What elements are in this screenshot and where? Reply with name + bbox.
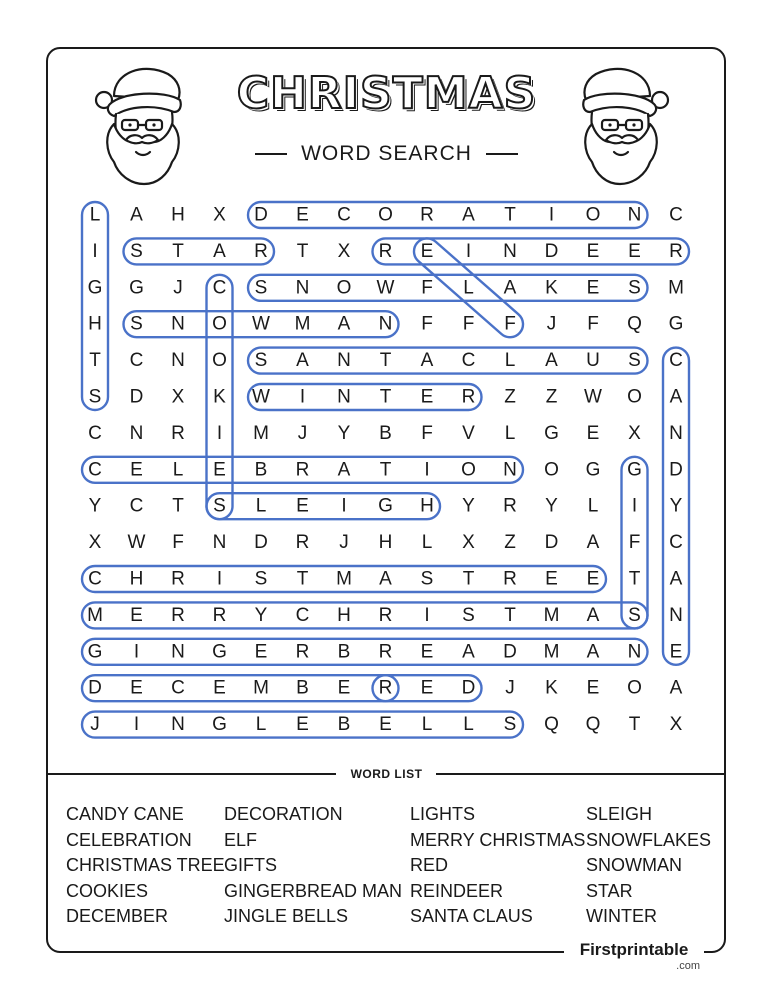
word-list-item: LIGHTS [410,804,476,824]
grid-letter[interactable]: G [668,313,684,335]
grid-letter[interactable]: E [628,240,641,262]
grid-letter[interactable]: O [627,386,642,408]
word-list-title-wrap [0,765,773,783]
grid-letter[interactable]: D [129,386,144,408]
grid-letter[interactable]: N [503,240,517,262]
grid-letter[interactable]: T [172,495,184,517]
grid-letter[interactable]: S [628,604,641,626]
grid-letter[interactable]: C [669,350,683,372]
grid-letter[interactable]: R [378,641,393,663]
grid-letter[interactable]: F [421,422,433,444]
found-word-highlight [207,493,441,519]
grid-letter[interactable]: N [337,386,351,408]
grid-letter[interactable]: S [254,277,268,299]
grid-letter[interactable]: J [297,422,308,444]
grid-letter[interactable]: F [504,313,516,335]
grid-letter[interactable]: X [213,204,226,226]
found-word-highlight [248,384,482,410]
grid-letter[interactable]: R [295,641,310,663]
word-list-item: CHRISTMAS TREE [66,855,225,876]
grid-letter[interactable]: I [631,495,638,517]
grid-letter[interactable]: G [627,459,642,481]
grid-letter[interactable]: N [503,459,517,481]
grid-letter[interactable]: R [378,240,393,262]
word-list-title: WORD LIST [345,767,429,781]
grid-letter[interactable]: N [171,714,185,736]
word-list-column [586,802,711,930]
grid-letter[interactable]: X [669,714,683,736]
grid-letter[interactable]: I [92,240,98,262]
grid-letter[interactable]: E [379,714,392,736]
grid-letter[interactable]: M [253,677,269,699]
grid-letter[interactable]: D [254,532,268,554]
grid-letter[interactable]: T [379,386,392,408]
grid-letter[interactable]: Y [669,495,683,517]
grid-letter[interactable]: Z [504,386,516,408]
grid-letter[interactable]: I [216,568,223,590]
grid-letter[interactable]: J [339,532,349,554]
grid-letter[interactable]: X [88,532,102,554]
grid-letter[interactable]: K [545,677,558,699]
grid-letter[interactable]: C [129,495,144,517]
page-subtitle: WORD SEARCH [301,142,472,165]
grid-letter[interactable]: R [503,568,517,590]
grid-letter[interactable]: O [212,350,227,372]
grid-letter[interactable]: B [337,641,351,663]
brand-name: Firstprintable [579,940,689,959]
grid-letter[interactable]: Y [88,495,102,517]
grid-letter[interactable]: C [669,204,683,226]
grid-letter[interactable]: C [88,568,102,590]
grid-letter[interactable]: V [462,422,475,444]
word-list-item: SLEIGH [586,804,653,824]
grid-letter[interactable]: D [503,641,517,663]
grid-letter[interactable]: A [130,204,143,226]
grid-letter[interactable]: L [463,277,474,299]
grid-letter[interactable]: R [295,459,310,481]
grid-letter[interactable]: E [213,677,226,699]
word-list-item: JINGLE BELLS [224,906,349,927]
found-word-highlight [82,202,108,410]
grid-letter[interactable]: R [378,604,393,626]
grid-letter[interactable]: O [212,313,227,335]
grid-letter[interactable]: A [296,350,309,372]
grid-letter[interactable]: E [420,677,434,699]
grid-letter[interactable]: I [424,459,430,481]
grid-letter[interactable]: H [171,204,185,226]
grid-letter[interactable]: W [127,532,146,554]
grid-letter[interactable]: O [544,459,559,481]
grid-letter[interactable]: H [378,532,393,554]
grid-letter[interactable]: A [669,568,683,590]
grid-letter[interactable]: C [129,350,144,372]
grid-letter[interactable]: I [133,641,140,663]
grid-letter[interactable]: N [669,422,683,444]
grid-letter[interactable]: N [171,313,185,335]
grid-letter[interactable]: N [171,641,185,663]
grid-letter[interactable]: N [171,350,185,372]
grid-letter[interactable]: C [171,677,185,699]
grid-letter[interactable]: A [462,641,475,663]
grid-letter[interactable]: N [129,422,144,444]
grid-letter[interactable]: M [253,422,269,444]
grid-letter[interactable]: B [337,714,351,736]
grid-letter[interactable]: S [130,313,143,335]
grid-letter[interactable]: A [462,204,475,226]
grid-letter[interactable]: E [669,641,683,663]
grid-letter[interactable]: R [503,495,517,517]
grid-letter[interactable]: M [543,641,560,663]
grid-letter[interactable]: E [296,495,309,517]
grid-letter[interactable]: R [171,568,185,590]
grid-letter[interactable]: E [586,568,600,590]
grid-letter[interactable]: M [87,604,103,626]
page-title: CHRISTMAS [236,68,537,119]
grid-letter[interactable]: G [544,422,559,444]
word-list [66,802,726,932]
grid-letter[interactable]: G [212,714,227,736]
grid-letter[interactable]: O [585,204,601,226]
word-list-item: RED [410,855,449,876]
word-list-item: CELEBRATION [66,829,192,850]
word-list-item: WINTER [586,906,657,927]
grid-letter[interactable]: T [172,240,184,262]
grid-letter[interactable]: E [130,459,143,481]
grid-letter[interactable]: M [668,277,684,299]
grid-letter[interactable]: T [504,204,516,226]
grid-letter[interactable]: N [627,641,642,663]
grid-letter[interactable]: D [544,240,559,262]
grid-letter[interactable]: E [586,422,600,444]
grid-letter[interactable]: E [254,641,268,663]
grid-letter[interactable]: C [88,459,102,481]
brand-logo [564,940,704,976]
grid-letter[interactable]: N [295,277,310,299]
grid-letter[interactable]: S [130,240,143,262]
grid-letter[interactable]: X [462,532,475,554]
grid-letter[interactable]: L [463,714,474,736]
grid-letter[interactable]: T [296,240,309,262]
grid-letter[interactable]: L [89,204,101,226]
word-list-item: DECORATION [224,804,343,824]
grid-letter[interactable]: T [504,604,516,626]
grid-letter[interactable]: S [420,568,434,590]
grid-letter[interactable]: Q [544,714,559,736]
grid-letter[interactable]: G [585,459,601,481]
grid-letter[interactable]: K [545,277,558,299]
grid-letter[interactable]: S [254,350,268,372]
grid-letter[interactable]: E [296,204,309,226]
grid-letter[interactable]: R [171,422,185,444]
word-list-item: SNOWMAN [586,855,682,876]
grid-letter[interactable]: S [462,604,475,626]
grid-letter[interactable]: X [628,422,641,444]
grid-letter[interactable]: A [420,350,434,372]
grid-letter[interactable]: A [337,459,351,481]
word-list-column [66,802,225,930]
grid-letter[interactable]: H [337,604,351,626]
grid-letter[interactable]: J [90,714,100,736]
grid-letter[interactable]: L [421,714,433,736]
grid-letter[interactable]: E [420,240,434,262]
grid-letter[interactable]: E [420,386,434,408]
grid-letter[interactable]: O [461,459,476,481]
grid-letter[interactable]: E [586,677,600,699]
word-list-item: COOKIES [66,880,149,901]
grid-letter[interactable]: C [337,204,351,226]
grid-letter[interactable]: A [337,313,351,335]
grid-letter[interactable]: F [462,313,475,335]
grid-letter[interactable]: E [586,240,600,262]
brand-tld: .com [676,960,700,972]
word-list-item: GIFTS [224,855,277,876]
grid-letter[interactable]: C [669,532,683,554]
grid-letter[interactable]: A [586,532,600,554]
grid-letter[interactable]: J [173,277,183,299]
grid-letter[interactable]: D [669,459,683,481]
word-list-item: SNOWFLAKES [586,829,712,850]
grid-letter[interactable]: H [129,568,144,590]
grid-letter[interactable]: R [378,677,393,699]
grid-letter[interactable]: L [421,532,433,554]
word-list-item: SANTA CLAUS [410,906,533,927]
grid-letter[interactable]: T [628,568,641,590]
grid-letter[interactable]: E [337,677,351,699]
grid-letter[interactable]: Q [585,714,601,736]
grid-letter[interactable]: W [376,277,395,299]
grid-letter[interactable]: F [421,313,433,335]
grid-letter[interactable]: T [296,568,309,590]
grid-letter[interactable]: T [379,350,392,372]
grid-letter[interactable]: S [628,277,641,299]
grid-letter[interactable]: I [133,714,140,736]
grid-letter[interactable]: A [379,568,392,590]
grid-letter[interactable]: N [378,313,393,335]
grid-letter[interactable]: B [254,459,268,481]
grid-letter[interactable]: D [254,204,268,226]
grid-letter[interactable]: D [461,677,476,699]
grid-letter[interactable]: R [212,604,227,626]
grid-letter[interactable]: E [296,714,309,736]
grid-letter[interactable]: A [503,277,517,299]
letter-layer [87,205,684,736]
grid-letter[interactable]: R [669,240,683,262]
grid-letter[interactable]: G [212,641,227,663]
word-list-item: GINGERBREAD MAN [224,880,403,901]
grid-letter[interactable]: N [669,604,683,626]
grid-letter[interactable]: C [212,277,227,299]
grid-letter[interactable]: W [252,386,270,408]
grid-letter[interactable]: F [628,532,641,554]
word-list-column [224,802,402,930]
grid-letter[interactable]: O [378,204,393,226]
found-word-highlight [82,639,648,665]
grid-letter[interactable]: S [213,495,226,517]
grid-letter[interactable]: R [171,604,185,626]
grid-letter[interactable]: L [504,422,516,444]
grid-letter[interactable]: H [88,313,102,335]
grid-letter[interactable]: I [216,422,223,444]
grid-letter[interactable]: Q [627,313,642,335]
grid-letter[interactable]: F [172,532,184,554]
grid-letter[interactable]: N [627,204,642,226]
word-list-column [410,802,585,930]
found-word-highlight [82,602,648,628]
grid-letter[interactable]: I [548,204,555,226]
grid-letter[interactable]: D [544,532,559,554]
grid-letter[interactable]: S [503,714,517,736]
grid-letter[interactable]: L [504,350,516,372]
grid-letter[interactable]: C [88,422,102,444]
grid-letter[interactable]: R [254,240,268,262]
grid-letter[interactable]: T [462,568,475,590]
grid-letter[interactable]: G [378,495,393,517]
found-word-highlight [124,238,275,264]
grid-letter[interactable]: C [461,350,476,372]
grid-letter[interactable]: Y [545,495,558,517]
grid-letter[interactable]: F [587,313,599,335]
grid-letter[interactable]: A [586,604,600,626]
grid-letter[interactable]: R [420,204,434,226]
grid-letter[interactable]: L [587,495,599,517]
grid-letter[interactable]: M [294,313,311,335]
grid-letter[interactable]: X [337,240,351,262]
grid-letter[interactable]: Y [462,495,475,517]
grid-letter[interactable]: U [586,350,600,372]
grid-letter[interactable]: J [505,677,515,699]
grid-letter[interactable]: I [424,604,430,626]
grid-letter[interactable]: W [252,313,270,335]
grid-letter[interactable]: E [130,604,143,626]
grid-letter[interactable]: O [336,277,352,299]
grid-letter[interactable]: D [88,677,102,699]
grid-letter[interactable]: E [545,568,558,590]
grid-letter[interactable]: A [669,677,683,699]
grid-letter[interactable]: A [586,641,600,663]
grid-letter[interactable]: S [88,386,102,408]
grid-letter[interactable]: R [295,532,310,554]
grid-letter[interactable]: I [299,386,306,408]
grid-letter[interactable]: F [421,277,433,299]
grid-letter[interactable]: A [545,350,558,372]
grid-letter[interactable]: E [586,277,600,299]
word-list-item: STAR [586,880,633,901]
grid-letter[interactable]: R [461,386,476,408]
grid-letter[interactable]: A [669,386,683,408]
grid-letter[interactable]: A [213,240,226,262]
grid-letter[interactable]: N [337,350,351,372]
grid-letter[interactable]: X [171,386,185,408]
grid-letter[interactable]: Z [504,532,516,554]
grid-letter[interactable]: J [546,313,557,335]
grid-letter[interactable]: Z [545,386,558,408]
grid-letter[interactable]: E [130,677,143,699]
grid-letter[interactable]: B [379,422,392,444]
word-list-item: CANDY CANE [66,804,184,824]
grid-letter[interactable]: G [129,277,144,299]
grid-letter[interactable]: W [584,386,602,408]
grid-letter[interactable]: O [627,677,642,699]
word-list-item: ELF [224,829,258,850]
grid-letter[interactable]: M [543,604,560,626]
grid-letter[interactable]: I [465,240,472,262]
grid-letter[interactable]: S [628,350,641,372]
grid-letter[interactable]: S [254,568,268,590]
word-list-item: DECEMBER [66,906,169,927]
grid-letter[interactable]: T [379,459,392,481]
grid-letter[interactable]: L [172,459,184,481]
word-list-item: REINDEER [410,880,504,901]
grid-letter[interactable]: I [341,495,347,517]
grid-letter[interactable]: C [295,604,310,626]
grid-letter[interactable]: E [213,459,226,481]
grid-letter[interactable]: G [87,641,103,663]
grid-letter[interactable]: E [420,641,434,663]
grid-letter[interactable]: K [213,386,226,408]
grid-letter[interactable]: H [420,495,434,517]
grid-letter[interactable]: Y [254,604,268,626]
grid-letter[interactable]: N [212,532,227,554]
grid-letter[interactable]: B [296,677,309,699]
word-list-item: MERRY CHRISTMAS [410,829,586,850]
grid-letter[interactable]: M [336,568,352,590]
grid-letter[interactable]: T [89,350,101,372]
grid-letter[interactable]: G [87,277,103,299]
grid-letter[interactable]: T [628,714,641,736]
grid-letter[interactable]: L [255,714,267,736]
grid-letter[interactable]: L [255,495,267,517]
grid-letter[interactable]: Y [337,422,351,444]
